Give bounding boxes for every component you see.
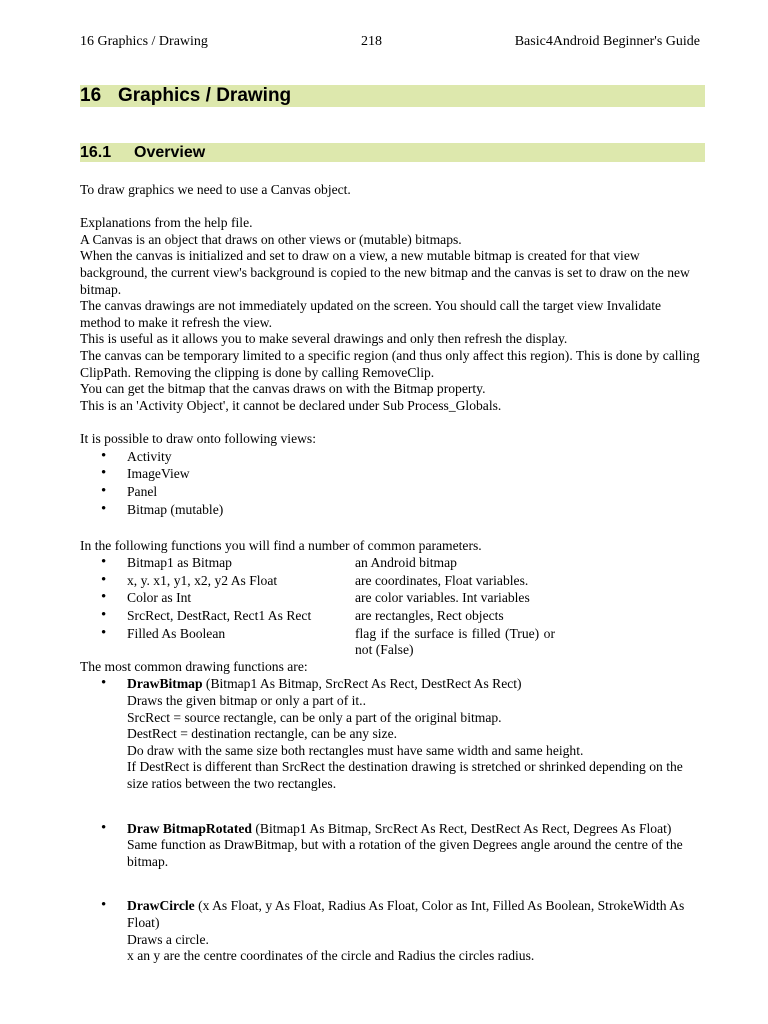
bullet-icon: • bbox=[101, 607, 107, 624]
function-desc-line: If DestRect is different than SrcRect the destination drawing is stretched or shrinked depending on the size ratios between the two rectangles. bbox=[127, 759, 683, 791]
chapter-heading bbox=[80, 85, 705, 107]
param-name: Color as Int bbox=[127, 590, 192, 606]
function-name: DrawBitmap bbox=[127, 676, 203, 692]
bullet-icon: • bbox=[101, 624, 107, 641]
chapter-number: 16 bbox=[80, 85, 102, 106]
function-signature: (x As Float, y As Float, Radius As Float, Color as Int, Filled As Boolean, StrokeWidth As Float) bbox=[127, 898, 685, 930]
page-number: 218 bbox=[361, 34, 382, 49]
bullet-icon: • bbox=[101, 554, 107, 571]
function-signature: (Bitmap1 As Bitmap, SrcRect As Rect, DestRect As Rect) bbox=[202, 676, 522, 692]
help-line: You can get the bitmap that the canvas draws on with the Bitmap property. bbox=[80, 381, 486, 397]
bullet-icon: • bbox=[101, 483, 107, 500]
param-desc: are color variables. Int variables bbox=[355, 590, 530, 606]
bullet-icon: • bbox=[101, 501, 107, 518]
function-name: Draw BitmapRotated bbox=[127, 820, 252, 836]
bullet-icon: • bbox=[101, 819, 107, 836]
views-intro: It is possible to draw onto following views: bbox=[80, 430, 316, 446]
function-item bbox=[80, 821, 705, 871]
bullet-icon: • bbox=[101, 465, 107, 482]
params-intro: In the following functions you will find a number of common parameters. bbox=[80, 537, 482, 553]
function-desc-line: SrcRect = source rectangle, can be only a part of the original bitmap. bbox=[127, 709, 502, 725]
function-desc-line: Same function as DrawBitmap, but with a rotation of the given Degrees angle around the centre of the bitmap. bbox=[127, 837, 683, 869]
help-line: The canvas can be temporary limited to a specific region (and thus only affect this region). This is done by calling ClipPath. Removing the clipping is done by calling RemoveClip. bbox=[80, 347, 700, 380]
chapter-title: Graphics / Drawing bbox=[118, 85, 292, 106]
bullet-icon: • bbox=[101, 571, 107, 588]
param-item bbox=[80, 573, 705, 590]
param-item bbox=[80, 626, 705, 659]
param-desc: an Android bitmap bbox=[355, 555, 457, 571]
running-header bbox=[80, 34, 705, 52]
header-chapter: 16 Graphics / Drawing bbox=[80, 34, 208, 49]
param-name: x, y. x1, y1, x2, y2 As Float bbox=[127, 572, 278, 588]
bullet-icon: • bbox=[101, 897, 107, 914]
help-explanation bbox=[80, 215, 705, 414]
function-signature: (Bitmap1 As Bitmap, SrcRect As Rect, DestRect As Rect, Degrees As Float) bbox=[251, 820, 672, 836]
param-item bbox=[80, 590, 705, 607]
bullet-icon: • bbox=[101, 589, 107, 606]
list-item: • Panel bbox=[101, 483, 158, 500]
views-list bbox=[80, 449, 705, 520]
body-text bbox=[80, 182, 705, 965]
param-desc: flag if the surface is filled (True) or not (False) bbox=[355, 625, 555, 658]
help-line: When the canvas is initialized and set to draw on a view, a new mutable bitmap is created for that view background, the current view's background is copied to the new bitmap and the canvas is set to draw on the new bitmap. bbox=[80, 248, 690, 297]
param-desc: are rectangles, Rect objects bbox=[355, 608, 504, 624]
section-number: 16.1 bbox=[80, 144, 112, 161]
help-line: This is useful as it allows you to make several drawings and only then refresh the display. bbox=[80, 331, 568, 347]
bullet-icon: • bbox=[101, 447, 107, 464]
intro-paragraph: To draw graphics we need to use a Canvas object. bbox=[80, 182, 351, 197]
list-item: • Bitmap (mutable) bbox=[101, 501, 224, 518]
param-item bbox=[80, 555, 705, 572]
section-title: Overview bbox=[134, 144, 206, 161]
function-item bbox=[80, 898, 705, 964]
param-name: Filled As Boolean bbox=[127, 625, 226, 641]
params-list bbox=[80, 555, 705, 659]
param-name: SrcRect, DestRact, Rect1 As Rect bbox=[127, 608, 312, 624]
function-item bbox=[80, 676, 705, 792]
function-desc-line: DestRect = destination rectangle, can be any size. bbox=[127, 726, 397, 742]
list-item: • ImageView bbox=[101, 465, 190, 482]
param-desc: are coordinates, Float variables. bbox=[355, 572, 529, 588]
function-desc-line: x an y are the centre coordinates of the circle and Radius the circles radius. bbox=[127, 948, 535, 964]
function-desc-line: Do draw with the same size both rectangles must have same width and same height. bbox=[127, 742, 584, 758]
header-book-title: Basic4Android Beginner's Guide bbox=[514, 34, 700, 49]
help-line: Explanations from the help file. bbox=[80, 215, 253, 231]
functions-list bbox=[80, 676, 705, 964]
help-line: The canvas drawings are not immediately updated on the screen. You should call the target view Invalidate method to make it refresh the view. bbox=[80, 298, 662, 330]
list-item: • Activity bbox=[101, 447, 172, 464]
function-desc-line: Draws a circle. bbox=[127, 931, 209, 947]
function-desc-line: Draws the given bitmap or only a part of it.. bbox=[127, 692, 366, 708]
section-heading bbox=[80, 143, 705, 162]
help-line: A Canvas is an object that draws on other views or (mutable) bitmaps. bbox=[80, 231, 462, 247]
functions-intro: The most common drawing functions are: bbox=[80, 658, 308, 674]
param-item bbox=[80, 608, 705, 625]
function-name: DrawCircle bbox=[127, 898, 195, 914]
param-name: Bitmap1 as Bitmap bbox=[127, 555, 232, 571]
bullet-icon: • bbox=[101, 675, 107, 692]
help-line: This is an 'Activity Object', it cannot be declared under Sub Process_Globals. bbox=[80, 397, 502, 413]
